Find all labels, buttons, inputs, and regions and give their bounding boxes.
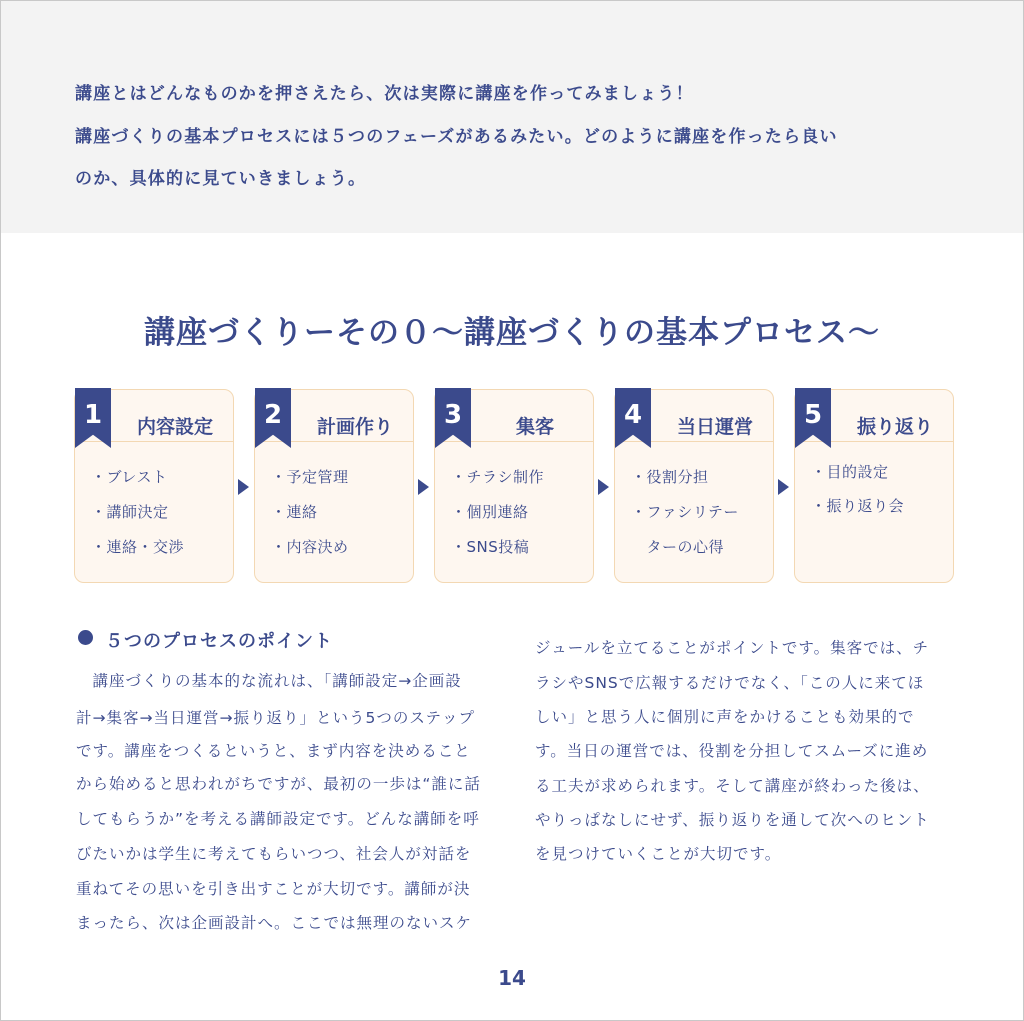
phase-item: ・役割分担	[631, 468, 709, 486]
bullet-dot-icon	[78, 630, 93, 645]
body-line: ラシやSNSで広報するだけでなく、「この人に来てほ	[535, 674, 925, 692]
arrow-right-icon	[598, 479, 609, 495]
body-line: から始めると思われがちですが、最初の一歩は“誰に話	[76, 775, 481, 793]
phase-title: 内容設定	[136, 416, 213, 438]
points-heading: ５つのプロセスのポイント	[105, 631, 333, 652]
phase-item: ・振り返り会	[811, 497, 905, 515]
phase-item: ・予定管理	[271, 468, 349, 486]
phase-number: 2	[263, 400, 283, 430]
phase-card-header	[435, 390, 593, 442]
body-line: す。当日の運営では、役割を分担してスムーズに進め	[535, 742, 929, 760]
body-line: ジュールを立てることがポイントです。集客では、チ	[535, 639, 930, 657]
section-title: 講座づくりーその０～講座づくりの基本プロセス～	[144, 315, 880, 351]
phase-card-5	[794, 389, 954, 583]
phase-item: ・SNS投稿	[451, 538, 530, 556]
body-line: やりっぱなしにせず、振り返りを通して次へのヒント	[535, 811, 930, 829]
arrow-right-icon	[238, 479, 249, 495]
phase-card-header	[75, 390, 233, 442]
arrow-right-icon	[418, 479, 429, 495]
phase-title: 計画作り	[316, 416, 393, 438]
phase-number: 5	[803, 400, 823, 430]
phase-card-4	[614, 389, 774, 583]
arrow-right-icon	[778, 479, 789, 495]
phase-item: ・連絡	[271, 503, 318, 521]
phase-item: ・ファシリテー	[631, 503, 739, 521]
phase-title: 振り返り	[856, 416, 933, 438]
body-line: 計→集客→当日運営→振り返り」という5つのステップ	[76, 709, 476, 727]
body-line: してもらうか”を考える講師設定です。どんな講師を呼	[76, 810, 480, 828]
body-line: 重ねてその思いを引き出すことが大切です。講師が決	[76, 880, 471, 898]
page-number: 14	[498, 966, 526, 990]
phase-number: 1	[83, 400, 103, 430]
intro-line-3: のか、具体的に見ていきましょう。	[75, 169, 367, 189]
phase-item: ・連絡・交渉	[91, 538, 185, 556]
phase-item: ・ブレスト	[91, 468, 168, 486]
phase-card-header	[795, 390, 953, 442]
phase-item: ・講師決定	[91, 503, 169, 521]
phase-item: ・内容決め	[271, 538, 349, 556]
body-line: しい」と思う人に個別に声をかけることも効果的で	[535, 708, 915, 726]
phase-card-1	[74, 389, 234, 583]
phase-number: 3	[443, 400, 463, 430]
phase-title: 当日運営	[676, 416, 753, 438]
phase-card-3	[434, 389, 594, 583]
body-line: る工夫が求められます。そして講座が終わった後は、	[535, 777, 930, 795]
phase-card-header	[615, 390, 773, 442]
phase-card-header	[255, 390, 413, 442]
body-line: びたいかは学生に考えてもらいつつ、社会人が対話を	[76, 845, 472, 863]
body-line: まったら、次は企画設計へ。ここでは無理のないスケ	[76, 914, 473, 932]
phase-number: 4	[623, 400, 643, 430]
phase-item: ・個別連絡	[451, 503, 529, 521]
phase-card-2	[254, 389, 414, 583]
body-line: 講座づくりの基本的な流れは、「講師設定→企画設	[76, 672, 462, 690]
body-line: です。講座をつくるというと、まず内容を決めること	[76, 742, 471, 760]
phase-item: ・チラシ制作	[451, 468, 545, 486]
intro-line-1: 講座とはどんなものかを押さえたら、次は実際に講座を作ってみましょう！	[75, 84, 694, 104]
phase-item: ・目的設定	[811, 463, 889, 481]
intro-line-2: 講座づくりの基本プロセスには５つのフェーズがあるみたい。どのように講座を作ったら良い	[75, 127, 838, 147]
intro-panel	[1, 1, 1023, 233]
body-line: を見つけていくことが大切です。	[535, 845, 782, 863]
phase-title: 集客	[515, 416, 554, 438]
phase-item: ターの心得	[631, 538, 725, 556]
